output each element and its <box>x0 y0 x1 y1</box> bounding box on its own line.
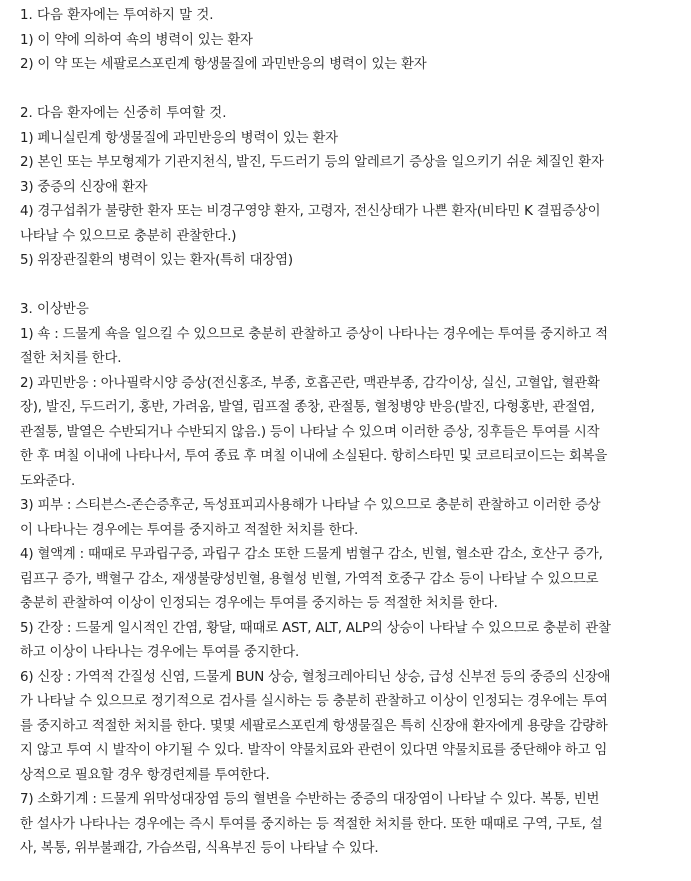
list-item-continuation: 이 나타나는 경우에는 투여를 중지하고 적절한 처치를 한다. <box>20 522 359 538</box>
list-item: 7) 소화기계 : 드물게 위막성대장염 등의 혈변을 수반하는 중증의 대장염이 나타날 수 있다. 복통, 빈번 <box>20 792 600 807</box>
list-item-continuation: 상적으로 필요할 경우 항경련제를 투여한다. <box>20 767 270 783</box>
list-item-continuation: 한 설사가 나타나는 경우에는 즉시 투여를 중지하는 등 적절한 처치를 한다. 또한 때때로 구역, 구토, 설 <box>20 816 603 832</box>
list-item-continuation: 관절통, 발열은 수반되거나 수반되지 않음.) 등이 나타날 수 있으며 이러한 증상, 징후들은 투여를 시작 <box>20 424 600 440</box>
section-heading: 1. 다음 환자에는 투여하지 말 것. <box>20 8 214 23</box>
list-item-continuation: 림프구 증가, 백혈구 감소, 재생불량성빈혈, 용혈성 빈혈, 가역적 호중구 감소 등이 나타날 수 있으므로 <box>20 571 599 587</box>
list-item-continuation: 장), 발진, 두드러기, 홍반, 가려움, 발열, 림프절 종창, 관절통, 혈청병양 반응(발진, 다형홍반, 관절염, <box>20 400 595 415</box>
section-spacer <box>20 274 680 299</box>
list-item-continuation: 를 중지하고 적절한 처치를 한다. 몇몇 세팔로스포린계 항생물질은 특히 신장애 환자에게 용량을 감량하 <box>20 718 608 734</box>
list-item: 2) 과민반응 : 아나필락시양 증상(전신홍조, 부종, 호흡곤란, 맥관부종, 감각이상, 실신, 고혈압, 혈관확 <box>20 375 600 391</box>
list-item-continuation: 지 않고 투여 시 발작이 야기될 수 있다. 발작이 약물치료와 관련이 있다면 약물치료를 중단해야 하고 임 <box>20 743 608 758</box>
section-heading: 3. 이상반응 <box>20 302 89 317</box>
list-item: 3) 피부 : 스티븐스-존슨증후군, 독성표피괴사용해가 나타날 수 있으므로 충분히 관찰하고 이러한 증상 <box>20 498 601 513</box>
list-item: 4) 혈액계 : 때때로 무과립구증, 과립구 감소 또한 드물게 범혈구 감소, 빈혈, 혈소판 감소, 호산구 증가, <box>20 547 603 562</box>
list-item: 5) 간장 : 드물게 일시적인 간염, 황달, 때때로 AST, ALT, ALP의 상승이 나타날 수 있으므로 충분히 관찰 <box>20 620 611 636</box>
section-spacer <box>20 78 680 103</box>
list-item: 2) 이 약 또는 세팔로스포린계 항생물질에 과민반응의 병력이 있는 환자 <box>20 57 427 72</box>
section-heading: 2. 다음 환자에는 신중히 투여할 것. <box>20 106 227 121</box>
list-item-continuation: 도와준다. <box>20 473 75 489</box>
list-item-continuation: 절한 처치를 한다. <box>20 351 122 366</box>
list-item: 6) 신장 : 가역적 간질성 신염, 드물게 BUN 상승, 혈청크레아티닌 상승, 급성 신부전 등의 중증의 신장애 <box>20 669 611 685</box>
list-item: 2) 본인 또는 부모형제가 기관지천식, 발진, 두드러기 등의 알레르기 증상을 일으키기 쉬운 체질인 환자 <box>20 155 604 170</box>
list-item-continuation: 충분히 관찰하여 이상이 인정되는 경우에는 투여를 중지하는 등 적절한 처치를 한다. <box>20 596 498 611</box>
list-item: 1) 이 약에 의하여 쇽의 병력이 있는 환자 <box>20 32 253 48</box>
list-item: 5) 위장관질환의 병력이 있는 환자(특히 대장염) <box>20 253 293 268</box>
list-item-continuation: 하고 이상이 나타나는 경우에는 투여를 중지한다. <box>20 645 300 660</box>
list-item: 1) 페니실린계 항생물질에 과민반응의 병력이 있는 환자 <box>20 130 338 146</box>
list-item-continuation: 가 나타날 수 있으므로 정기적으로 검사를 실시하는 등 충분히 관찰하고 이상이 인정되는 경우에는 투여 <box>20 694 608 709</box>
list-item: 4) 경구섭취가 불량한 환자 또는 비경구영양 환자, 고령자, 전신상태가 나쁜 환자(비타민 K 결핍증상이 <box>20 204 601 219</box>
document-body <box>20 4 680 862</box>
list-item: 1) 쇽 : 드물게 쇽을 일으킬 수 있으므로 충분히 관찰하고 증상이 나타나는 경우에는 투여를 중지하고 적 <box>20 326 608 342</box>
list-item-continuation: 사, 복통, 위부불쾌감, 가슴쓰림, 식욕부진 등이 나타날 수 있다. <box>20 841 379 856</box>
list-item-continuation: 나타날 수 있으므로 충분히 관찰한다.) <box>20 228 237 244</box>
list-item: 3) 중증의 신장애 환자 <box>20 179 148 195</box>
list-item-continuation: 한 후 며칠 이내에 나타나서, 투여 종료 후 며칠 이내에 소실된다. 항히스타민 및 코르티코이드는 회복을 <box>20 449 608 464</box>
